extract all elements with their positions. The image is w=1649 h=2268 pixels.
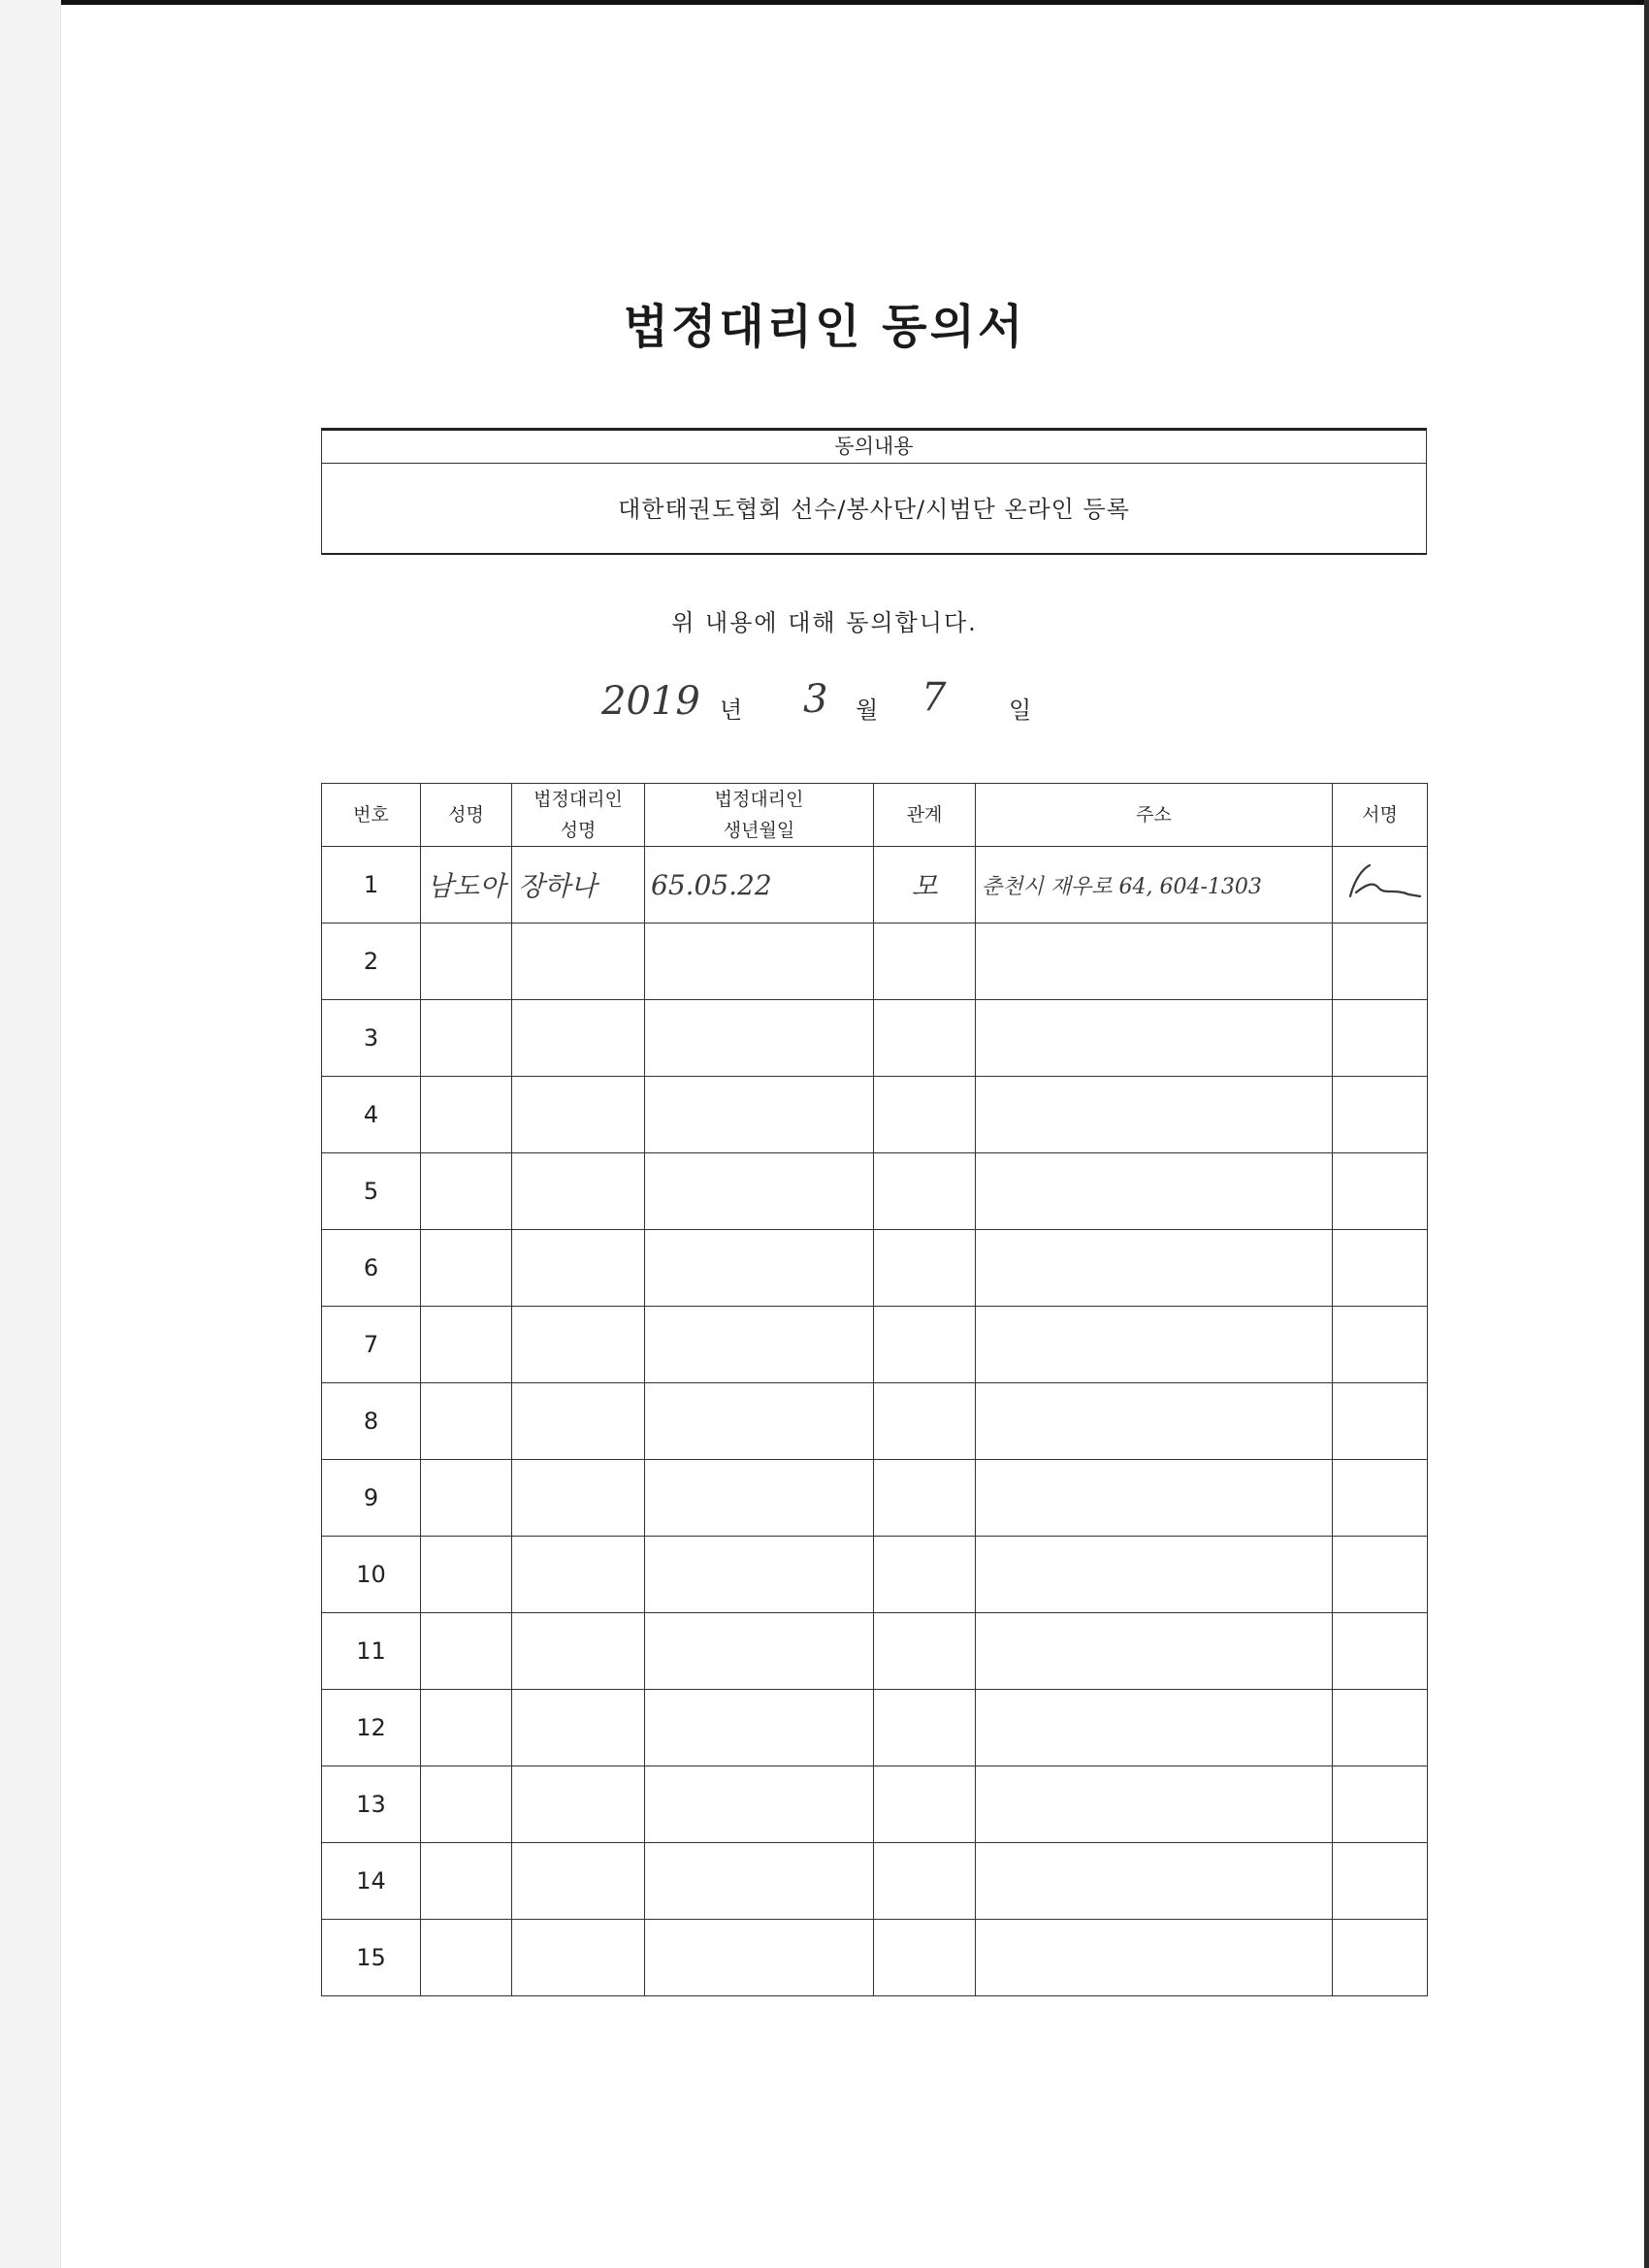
row-number: 12 — [322, 1690, 421, 1766]
row-address — [976, 1920, 1333, 1996]
row-address — [976, 1383, 1333, 1460]
table-row — [322, 1000, 1428, 1077]
row-address — [976, 1766, 1333, 1843]
row-name — [421, 1077, 512, 1153]
table-row — [322, 1537, 1428, 1613]
row-number: 2 — [322, 923, 421, 1000]
row-guardian-birth — [645, 1077, 874, 1153]
row-relation — [874, 1537, 976, 1613]
row-relation: 모 — [874, 847, 976, 923]
row-number: 13 — [322, 1766, 421, 1843]
row-relation — [874, 1307, 976, 1383]
row-guardian-birth — [645, 1537, 874, 1613]
handwritten-signature — [1337, 856, 1424, 914]
row-guardian-birth — [645, 1000, 874, 1077]
row-number: 14 — [322, 1843, 421, 1920]
header-guardian-birth-line2: 생년월일 — [723, 820, 795, 841]
date-day-handwritten: 7 — [922, 675, 947, 720]
row-relation — [874, 1920, 976, 1996]
row-guardian-birth — [645, 1307, 874, 1383]
row-guardian-birth — [645, 1383, 874, 1460]
row-relation — [874, 1077, 976, 1153]
row-name — [421, 1843, 512, 1920]
header-guardian-name-line2: 성명 — [560, 820, 597, 841]
row-number: 10 — [322, 1537, 421, 1613]
row-guardian-name — [512, 1153, 645, 1230]
row-number: 6 — [322, 1230, 421, 1307]
row-address — [976, 923, 1333, 1000]
consent-content-header: 동의내용 — [322, 431, 1426, 464]
row-signature — [1333, 1307, 1428, 1383]
date-day-label: 일 — [1009, 697, 1032, 724]
table-row — [322, 1383, 1428, 1460]
row-signature — [1333, 1230, 1428, 1307]
row-signature — [1333, 1537, 1428, 1613]
row-guardian-name — [512, 1307, 645, 1383]
row-signature — [1333, 1690, 1428, 1766]
scan-edge-top — [0, 0, 1649, 5]
table-header-row — [322, 784, 1428, 847]
row-name — [421, 1460, 512, 1537]
row-guardian-birth — [645, 1153, 874, 1230]
row-guardian-birth: 65.05.22 — [645, 847, 874, 923]
row-name — [421, 1383, 512, 1460]
row-guardian-name — [512, 1460, 645, 1537]
row-name — [421, 1000, 512, 1077]
row-number: 8 — [322, 1383, 421, 1460]
row-number: 7 — [322, 1307, 421, 1383]
row-guardian-name — [512, 1230, 645, 1307]
row-name — [421, 1153, 512, 1230]
guardian-roster-table — [321, 783, 1428, 1996]
row-signature — [1333, 1077, 1428, 1153]
row-name — [421, 1920, 512, 1996]
table-row — [322, 1766, 1428, 1843]
row-guardian-name — [512, 1613, 645, 1690]
table-row — [322, 1460, 1428, 1537]
row-number: 4 — [322, 1077, 421, 1153]
row-name — [421, 1766, 512, 1843]
row-signature — [1333, 1843, 1428, 1920]
row-relation — [874, 1383, 976, 1460]
row-signature — [1333, 1000, 1428, 1077]
row-address — [976, 1307, 1333, 1383]
table-row — [322, 1920, 1428, 1996]
header-signature: 서명 — [1333, 784, 1428, 847]
row-signature — [1333, 1613, 1428, 1690]
row-guardian-birth — [645, 1766, 874, 1843]
date-month-label: 월 — [856, 697, 879, 724]
table-row — [322, 1843, 1428, 1920]
header-relation: 관계 — [874, 784, 976, 847]
row-relation — [874, 1153, 976, 1230]
row-guardian-birth — [645, 1690, 874, 1766]
row-address: 춘천시 재우로 64, 604-1303 — [976, 847, 1333, 923]
row-address — [976, 1153, 1333, 1230]
row-name — [421, 1307, 512, 1383]
table-row — [322, 1613, 1428, 1690]
row-relation — [874, 923, 976, 1000]
row-number: 3 — [322, 1000, 421, 1077]
row-address — [976, 1000, 1333, 1077]
row-relation — [874, 1000, 976, 1077]
row-signature — [1333, 1153, 1428, 1230]
row-address — [976, 1690, 1333, 1766]
date-year-handwritten: 2019 — [601, 679, 700, 724]
row-address — [976, 1230, 1333, 1307]
consent-content-body: 대한태권도협회 선수/봉사단/시범단 온라인 등록 — [618, 496, 1130, 523]
table-row — [322, 923, 1428, 1000]
row-guardian-birth — [645, 1843, 874, 1920]
header-guardian-name — [512, 784, 645, 847]
row-guardian-name — [512, 1383, 645, 1460]
row-guardian-name — [512, 923, 645, 1000]
header-guardian-name-line1: 법정대리인 — [534, 789, 623, 810]
header-number: 번호 — [322, 784, 421, 847]
row-address — [976, 1843, 1333, 1920]
row-guardian-birth — [645, 1920, 874, 1996]
table-row — [322, 1153, 1428, 1230]
header-name: 성명 — [421, 784, 512, 847]
table-row — [322, 1230, 1428, 1307]
table-row — [322, 847, 1428, 923]
row-guardian-name — [512, 1690, 645, 1766]
consent-content-box — [321, 428, 1427, 555]
row-signature — [1333, 1383, 1428, 1460]
row-address — [976, 1460, 1333, 1537]
date-year-label: 년 — [720, 697, 743, 724]
row-guardian-name: 장하나 — [512, 847, 645, 923]
row-guardian-name — [512, 1077, 645, 1153]
row-address — [976, 1537, 1333, 1613]
row-guardian-name — [512, 1766, 645, 1843]
row-address — [976, 1613, 1333, 1690]
row-guardian-name — [512, 1537, 645, 1613]
row-relation — [874, 1843, 976, 1920]
header-guardian-birth — [645, 784, 874, 847]
row-number: 11 — [322, 1613, 421, 1690]
row-relation — [874, 1460, 976, 1537]
row-signature — [1333, 923, 1428, 1000]
row-number: 5 — [322, 1153, 421, 1230]
row-relation — [874, 1230, 976, 1307]
row-address — [976, 1077, 1333, 1153]
row-guardian-birth — [645, 923, 874, 1000]
row-number: 9 — [322, 1460, 421, 1537]
row-guardian-name — [512, 1920, 645, 1996]
agreement-statement: 위 내용에 대해 동의합니다. — [671, 609, 978, 636]
row-relation — [874, 1613, 976, 1690]
row-name — [421, 1690, 512, 1766]
row-name — [421, 1613, 512, 1690]
document-title: 법정대리인 동의서 — [623, 300, 1026, 354]
row-name — [421, 1537, 512, 1613]
row-guardian-birth — [645, 1230, 874, 1307]
row-name: 남도아 — [421, 847, 512, 923]
table-body — [322, 847, 1428, 1996]
row-relation — [874, 1766, 976, 1843]
row-guardian-birth — [645, 1460, 874, 1537]
row-guardian-name — [512, 1000, 645, 1077]
row-signature — [1333, 1920, 1428, 1996]
header-guardian-birth-line1: 법정대리인 — [714, 789, 804, 810]
row-signature — [1333, 847, 1428, 923]
row-signature — [1333, 1766, 1428, 1843]
row-guardian-name — [512, 1843, 645, 1920]
row-relation — [874, 1690, 976, 1766]
row-signature — [1333, 1460, 1428, 1537]
date-month-handwritten: 3 — [803, 677, 828, 722]
row-number: 15 — [322, 1920, 421, 1996]
table-row — [322, 1690, 1428, 1766]
table-row — [322, 1307, 1428, 1383]
row-number: 1 — [322, 847, 421, 923]
row-name — [421, 923, 512, 1000]
row-name — [421, 1230, 512, 1307]
table-row — [322, 1077, 1428, 1153]
row-guardian-birth — [645, 1613, 874, 1690]
header-address: 주소 — [976, 784, 1333, 847]
date-line — [0, 675, 1649, 728]
